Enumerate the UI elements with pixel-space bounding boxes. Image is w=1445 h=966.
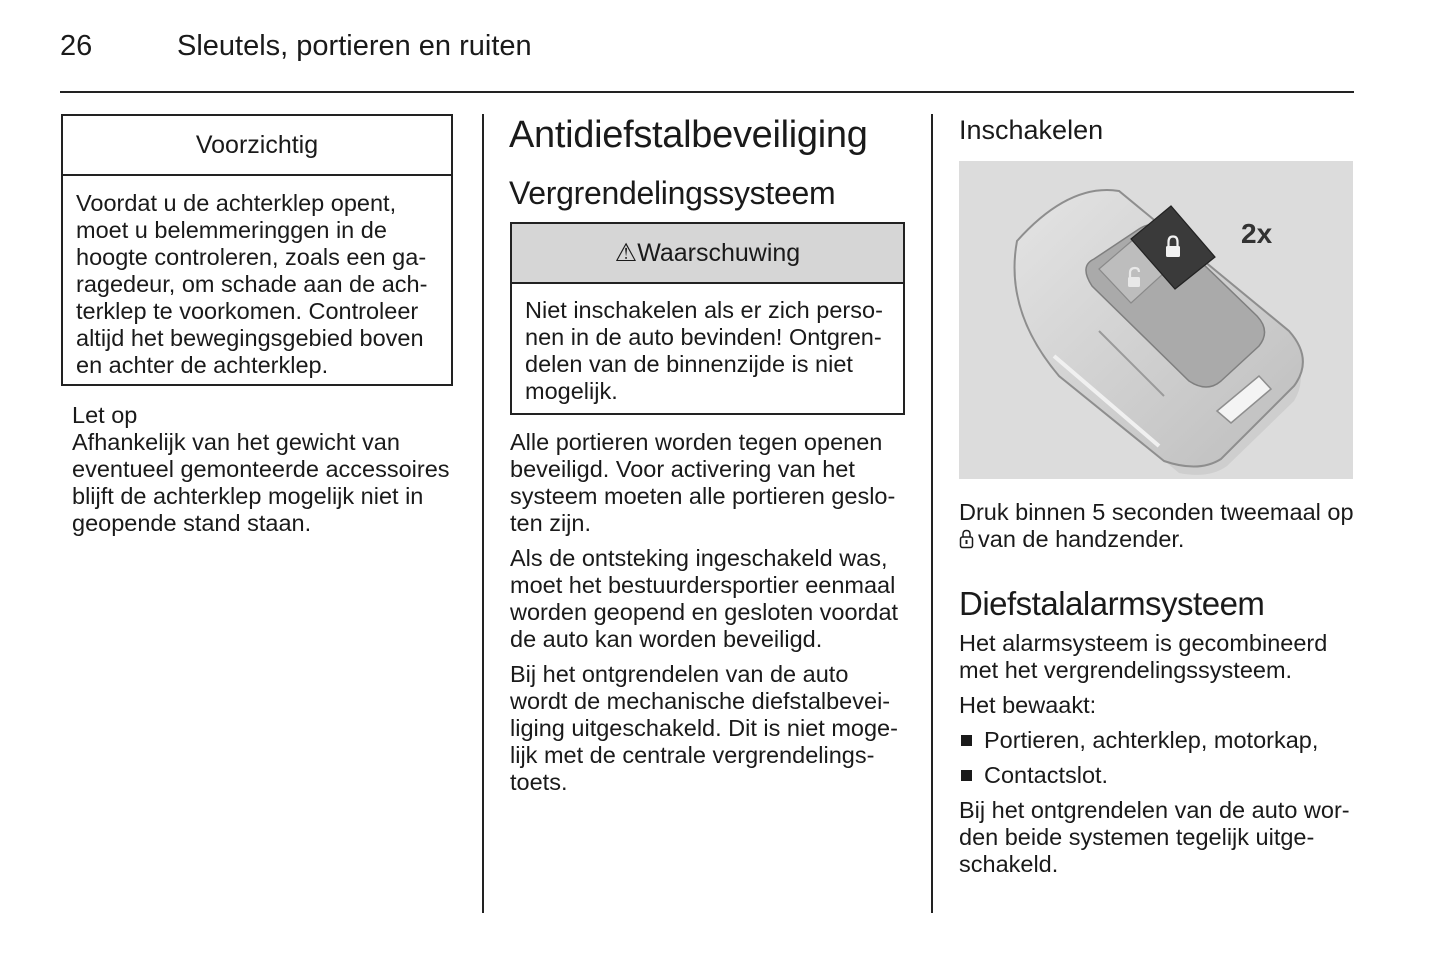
list-item: Contactslot. — [959, 762, 1359, 789]
alarm-text — [959, 630, 1359, 886]
key-fob-illustration — [959, 161, 1353, 479]
antitheft-text — [510, 429, 910, 804]
note-body: Afhankelijk van het gewicht van eventueel gemonteerde accessoires blijft de achterklep mogelijk niet in geopende stand staan. — [72, 429, 450, 536]
caution-box — [61, 114, 453, 386]
paragraph: Als de ontsteking ingeschakeld was, moet het bestuurdersportier eenmaal worden geopend en gesloten voordat de auto kan worden beveiligd. — [510, 545, 899, 652]
activation-text-before: Druk binnen 5 seconden tweemaal op — [959, 499, 1354, 525]
activation-text-after: van de handzender. — [978, 526, 1185, 552]
activation-instruction — [959, 499, 1359, 555]
column-divider — [931, 114, 933, 913]
warning-box — [510, 222, 905, 415]
note-title: Let op — [72, 402, 138, 428]
alarm-guards-label: Het bewaakt: — [959, 692, 1097, 718]
bullet-square-icon — [961, 735, 972, 746]
column-divider — [482, 114, 484, 913]
list-item: Portieren, achterklep, motorkap, — [959, 727, 1359, 754]
note-block — [72, 402, 457, 537]
header-rule — [60, 91, 1354, 93]
page-number: 26 — [60, 30, 93, 62]
alarm-heading: Diefstalalarmsysteem — [959, 585, 1265, 622]
warning-body: Niet inschakelen als er zich personen in de auto bevinden! Ontgrendelen van de binnenzijde is niet mogelijk. — [525, 297, 883, 404]
paragraph: Alle portieren worden tegen openen beveiligd. Voor activering van het systeem moeten alle portieren gesloten zijn. — [510, 429, 896, 536]
warning-title-text: Waarschuwing — [637, 238, 801, 267]
warning-title — [512, 224, 903, 284]
alarm-intro: Het alarmsysteem is gecombineerd met het vergrendelingssysteem. — [959, 630, 1328, 683]
activation-text — [959, 499, 1359, 555]
section-heading: Antidiefstalbeveiliging — [509, 114, 868, 156]
lock-icon — [959, 528, 974, 555]
subsection-heading: Vergrendelingssysteem — [509, 175, 836, 211]
bullet-square-icon — [961, 770, 972, 781]
activation-heading: Inschakelen — [959, 115, 1104, 145]
paragraph: Bij het ontgrendelen van de auto wordt de mechanische diefstalbeveiliging uitgeschakeld. Dit is niet mogelijk met de centrale vergrendelingstoets. — [510, 661, 898, 795]
caution-body: Voordat u de achterklep opent, moet u belemmeringgen in de hoogte controleren, zoals een garagedeur, om schade aan de achterklep te voorkomen. Controleer altijd het bewegingsgebied boven en achter de achterklep. — [76, 190, 428, 378]
chapter-title: Sleutels, portieren en ruiten — [177, 30, 532, 62]
caution-title: Voorzichtig — [63, 116, 451, 176]
warning-icon: ⚠ — [614, 238, 638, 267]
alarm-closing: Bij het ontgrendelen van de auto worden beide systemen tegelijk uitgeschakeld. — [959, 797, 1350, 877]
press-twice-label: 2x — [1241, 218, 1273, 249]
